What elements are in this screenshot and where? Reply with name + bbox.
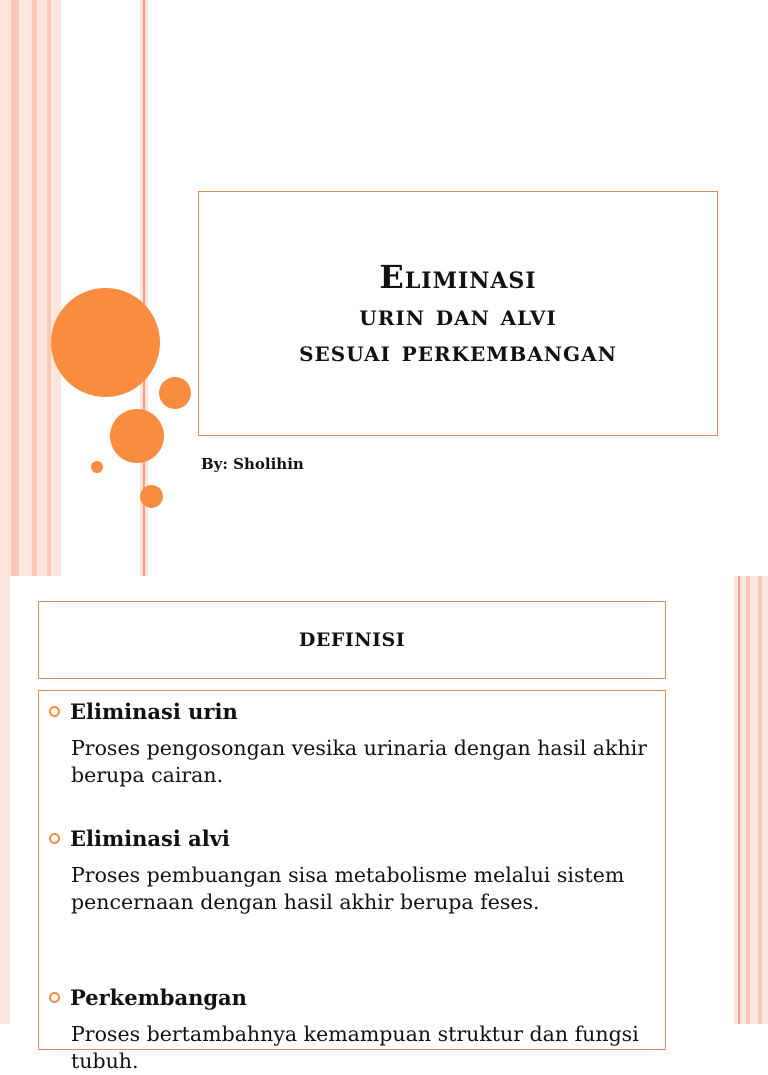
content-box xyxy=(38,690,666,1073)
definition-text: Proses pembuangan sisa metabolisme melalui sistem pencernaan dengan hasil akhir berupa feses. xyxy=(71,863,625,914)
decorative-stripe xyxy=(11,0,19,576)
decorative-circle xyxy=(140,485,163,508)
definition-term: Perkembangan xyxy=(70,985,247,1010)
decorative-stripe xyxy=(51,0,61,576)
title-box xyxy=(198,191,718,436)
definition-text: Proses bertambahnya kemampuan struktur dan fungsi tubuh. xyxy=(71,1022,639,1073)
circle-bullet-icon xyxy=(49,992,60,1003)
definition-term: Eliminasi alvi xyxy=(70,826,230,851)
definition-term: Eliminasi urin xyxy=(70,699,238,724)
decorative-stripe xyxy=(0,0,11,576)
decorative-circle xyxy=(110,409,164,463)
title-line: urin dan alvi xyxy=(359,299,557,333)
decorative-stripe xyxy=(762,576,768,1024)
decorative-circle xyxy=(159,377,191,409)
decorative-stripe xyxy=(750,576,758,1024)
decorative-stripe xyxy=(0,576,10,1024)
decorative-stripe xyxy=(37,0,47,576)
author-byline: By: Sholihin xyxy=(201,455,304,473)
decorative-circle-large xyxy=(51,288,160,397)
definition-slide xyxy=(0,576,768,1073)
definition-text: Proses pengosongan vesika urinaria dengan hasil akhir berupa cairan. xyxy=(71,736,648,787)
decorative-stripe xyxy=(19,0,32,576)
slide-heading: DEFINISI xyxy=(298,629,406,651)
title-line: sesuai perkembangan xyxy=(299,334,617,368)
title-line: Eliminasi xyxy=(379,258,537,297)
heading-box xyxy=(38,601,666,679)
circle-bullet-icon xyxy=(49,706,60,717)
decorative-circle-small xyxy=(91,461,103,473)
circle-bullet-icon xyxy=(49,833,60,844)
